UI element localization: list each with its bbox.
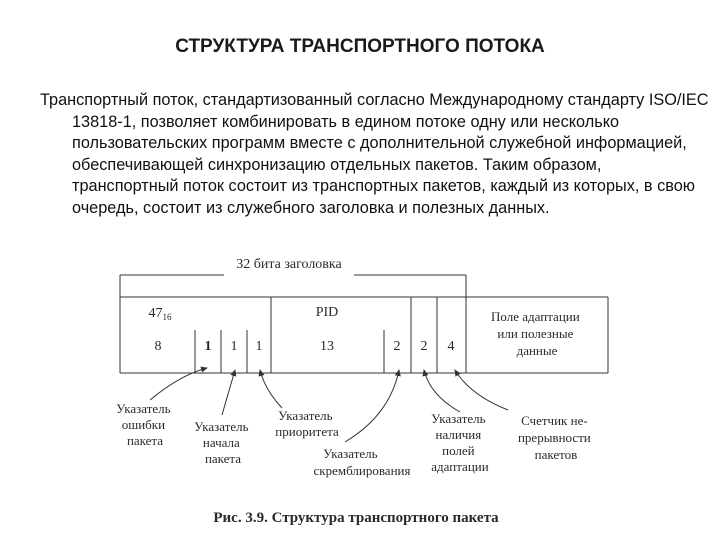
- arrow-priority: [260, 370, 282, 408]
- bits-adaptation-control: 2: [420, 339, 428, 354]
- label-scrambling-indicator: Указатель скремблирования: [313, 446, 411, 478]
- label-priority-indicator: Указатель приоритета: [275, 408, 339, 439]
- arrow-scrambling: [345, 370, 399, 442]
- figure-caption: Рис. 3.9. Структура транспортного пакета: [213, 510, 499, 526]
- payload-label: Поле адаптации или полезные данные: [491, 309, 580, 358]
- label-error-indicator: Указатель ошибки пакета: [116, 401, 171, 448]
- bits-error-indicator: 1: [204, 339, 212, 354]
- body-paragraph: Транспортный поток, стандартизованный согласно Международному стандарту ISO/IEC 13818-1, позволяет комбинировать в едином потоке одну или несколько пользовательских программ вместе с дополнительной служебной информацией, обеспечивающей синхронизацию отдельных пакетов. Таким образом, транспортный поток состоит из транспортных пакетов, каждый из которых, в свою очередь, состоит из служебного заголовка и полезных данных.: [40, 91, 709, 217]
- bits-pid: 13: [320, 339, 334, 354]
- bits-start-indicator: 1: [230, 339, 238, 354]
- bits-continuity-counter: 4: [447, 339, 455, 354]
- bits-priority: 1: [255, 339, 263, 354]
- arrow-continuity-counter: [455, 370, 508, 410]
- header-span-dimension: [120, 257, 466, 297]
- label-start-indicator: Указатель начала пакета: [194, 419, 249, 466]
- bits-scrambling: 2: [393, 339, 401, 354]
- label-adaptation-indicator: Указатель наличия полей адаптации: [431, 411, 489, 474]
- slide-title: СТРУКТУРА ТРАНСПОРТНОГО ПОТОКА: [175, 36, 545, 57]
- label-continuity-counter: Счетчик не- прерывности пакетов: [517, 413, 591, 462]
- packet-structure: [120, 297, 608, 373]
- bits-sync-byte: 8: [154, 339, 162, 354]
- header-span-label: 32 бита заголовка: [236, 257, 342, 272]
- sync-byte-label: $47_{16}$: [148, 306, 172, 322]
- arrow-adaptation-control: [424, 370, 460, 412]
- arrow-start-indicator: [222, 370, 235, 415]
- pid-label: PID: [315, 305, 339, 320]
